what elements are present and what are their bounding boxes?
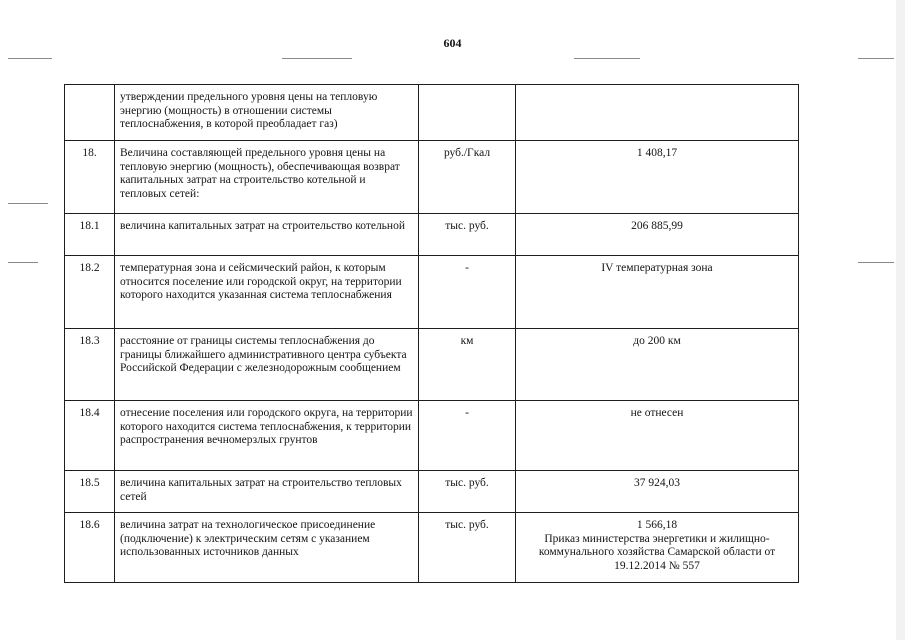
row-unit: км — [419, 329, 516, 401]
scan-edge-shadow — [896, 0, 905, 640]
table-row — [65, 141, 799, 214]
table-row — [65, 214, 799, 256]
row-number: 18.2 — [65, 256, 115, 329]
table-row — [65, 513, 799, 583]
row-unit: тыс. руб. — [419, 513, 516, 583]
row-value — [516, 85, 799, 141]
data-source-note: Приказ министерства энергетики и жилищно-коммунального хозяйства Самарской области от 19.12.2014 № 557 — [538, 532, 776, 572]
scan-speck — [8, 58, 52, 59]
row-value-cell — [516, 513, 799, 583]
scan-speck — [8, 262, 38, 263]
row-value: не отнесен — [516, 401, 799, 471]
row-unit: тыс. руб. — [419, 214, 516, 256]
scan-speck — [8, 203, 48, 204]
row-number — [65, 85, 115, 141]
table-row — [65, 85, 799, 141]
page-number: 604 — [443, 36, 462, 50]
table-row — [65, 256, 799, 329]
row-description: величина затрат на технологическое присоединение (подключение) к электрическим сетям с указанием использованных источников данных — [115, 513, 419, 583]
table-row — [65, 329, 799, 401]
scan-speck — [858, 262, 894, 263]
row-unit: - — [419, 401, 516, 471]
row-number: 18. — [65, 141, 115, 214]
table-row — [65, 401, 799, 471]
row-number: 18.6 — [65, 513, 115, 583]
row-unit — [419, 85, 516, 141]
row-description: величина капитальных затрат на строительство котельной — [115, 214, 419, 256]
row-value: 1 408,17 — [516, 141, 799, 214]
tariff-table — [64, 84, 799, 583]
table-row — [65, 471, 799, 513]
row-value: 206 885,99 — [516, 214, 799, 256]
row-number: 18.4 — [65, 401, 115, 471]
row-description: расстояние от границы системы теплоснабжения до границы ближайшего административного центра субъекта Российской Федерации с железнодорожным сообщением — [115, 329, 419, 401]
row-value: IV температурная зона — [516, 256, 799, 329]
row-description: Величина составляющей предельного уровня цены на тепловую энергию (мощность), обеспечивающая возврат капитальных затрат на строительство котельной и тепловых сетей: — [115, 141, 419, 214]
row-unit: - — [419, 256, 516, 329]
scan-speck — [574, 58, 640, 59]
row-number: 18.5 — [65, 471, 115, 513]
row-value: 1 566,18 — [636, 519, 678, 531]
row-description: температурная зона и сейсмический район, к которым относится поселение или городской округ, на территории которого находится указанная система теплоснабжения — [115, 256, 419, 329]
row-unit: руб./Гкал — [419, 141, 516, 214]
row-description: величина капитальных затрат на строительство тепловых сетей — [115, 471, 419, 513]
row-value: 37 924,03 — [516, 471, 799, 513]
row-number: 18.3 — [65, 329, 115, 401]
row-description: утверждении предельного уровня цены на тепловую энергию (мощность) в отношении системы теплоснабжения, в которой преобладает газ) — [115, 85, 419, 141]
scan-speck — [858, 58, 894, 59]
scan-speck — [282, 58, 352, 59]
row-value: до 200 км — [516, 329, 799, 401]
row-number: 18.1 — [65, 214, 115, 256]
row-unit: тыс. руб. — [419, 471, 516, 513]
row-description: отнесение поселения или городского округа, на территории которого находится система теплоснабжения, к территории распространения вечномерзлых грунтов — [115, 401, 419, 471]
